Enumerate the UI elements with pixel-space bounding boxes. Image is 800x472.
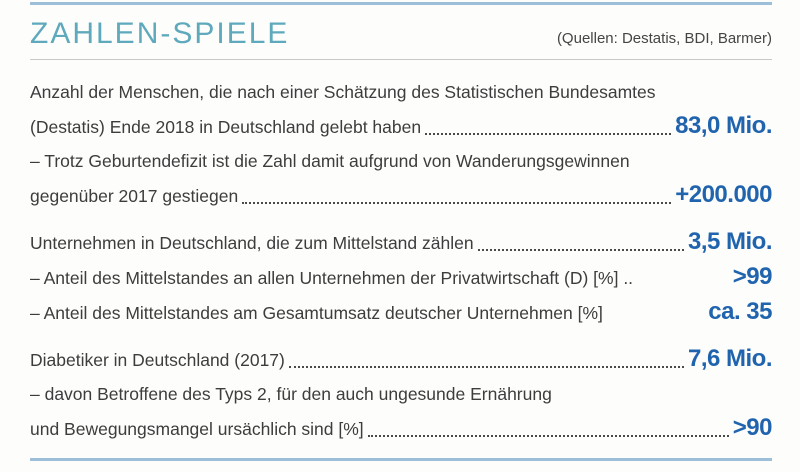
dot-leader bbox=[242, 202, 671, 204]
stat-item-migration-gain bbox=[30, 144, 772, 213]
dot-leader bbox=[368, 435, 729, 437]
stat-text: – Trotz Geburtendefizit ist die Zahl damit aufgrund von Wanderungsgewinnen bbox=[30, 151, 630, 171]
stat-value: ca. 35 bbox=[708, 298, 772, 325]
stat-line bbox=[30, 295, 772, 330]
stats-list bbox=[30, 75, 772, 446]
page-title: ZAHLEN-SPIELE bbox=[30, 17, 290, 50]
bottom-rule bbox=[30, 458, 772, 461]
stat-value: >90 bbox=[732, 414, 772, 441]
stat-text: gegenüber 2017 gestiegen bbox=[30, 186, 239, 206]
dot-leader bbox=[478, 249, 684, 251]
stat-text: Diabetiker in Deutschland (2017) bbox=[30, 350, 285, 370]
stat-value: 7,6 Mio. bbox=[687, 345, 772, 372]
stat-line bbox=[30, 109, 772, 144]
stat-line bbox=[30, 225, 772, 260]
stat-text: – Anteil des Mittelstandes an allen Unternehmen der Privatwirtschaft (D) [%] .. bbox=[30, 268, 634, 288]
stat-line bbox=[30, 411, 772, 446]
stat-text: Unternehmen in Deutschland, die zum Mittelstand zählen bbox=[30, 233, 474, 253]
dot-leader bbox=[425, 133, 671, 135]
stat-text: (Destatis) Ende 2018 in Deutschland gelebt haben bbox=[30, 117, 422, 137]
stat-text: – davon Betroffene des Typs 2, für den auch ungesunde Ernährung bbox=[30, 384, 552, 404]
stat-line bbox=[30, 260, 772, 295]
header-divider bbox=[30, 59, 772, 60]
stat-item-type2-share bbox=[30, 377, 772, 446]
stat-item-mittelstand-share-companies bbox=[30, 260, 772, 295]
stat-value: 3,5 Mio. bbox=[687, 228, 772, 255]
sources-note: (Quellen: Destatis, BDI, Barmer) bbox=[556, 30, 772, 47]
header bbox=[30, 17, 772, 50]
stat-line bbox=[30, 178, 772, 213]
stat-line bbox=[30, 342, 772, 377]
stat-text: und Bewegungsmangel ursächlich sind [%] bbox=[30, 419, 364, 439]
dot-leader bbox=[289, 366, 684, 368]
stat-value: >99 bbox=[732, 263, 772, 290]
stat-item-diabetics bbox=[30, 342, 772, 377]
stat-value: +200.000 bbox=[675, 181, 772, 208]
stat-value: 83,0 Mio. bbox=[675, 112, 772, 139]
stat-item-population bbox=[30, 75, 772, 144]
stat-item-mittelstand-count bbox=[30, 225, 772, 260]
stat-text: – Anteil des Mittelstandes am Gesamtumsatz deutscher Unternehmen [%] bbox=[30, 303, 603, 323]
stat-text: Anzahl der Menschen, die nach einer Schätzung des Statistischen Bundesamtes bbox=[30, 82, 656, 102]
top-rule bbox=[30, 2, 772, 5]
stat-item-mittelstand-share-revenue bbox=[30, 295, 772, 330]
